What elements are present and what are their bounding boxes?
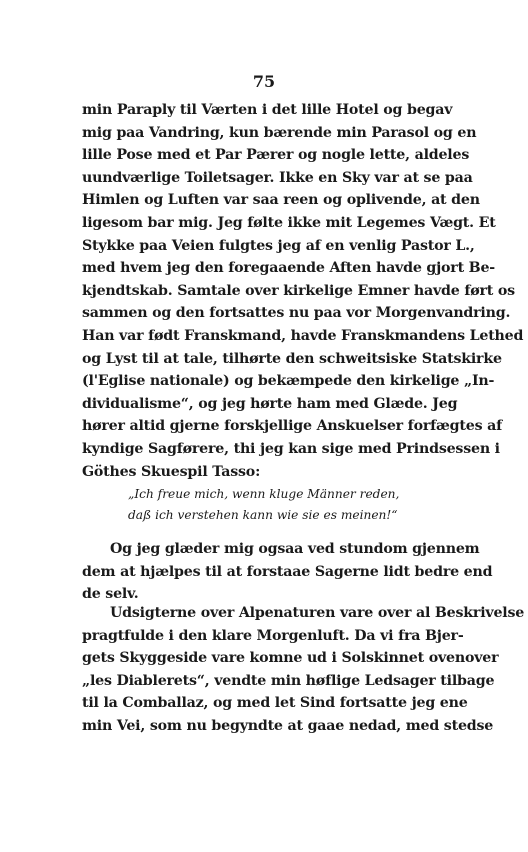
block-quote	[128, 484, 418, 525]
text-line: kyndige Sagførere, thi jeg kan sige med Prindsessen i	[82, 440, 500, 457]
text-line: de selv.	[82, 586, 139, 603]
page-number: 75	[252, 72, 276, 91]
text-line: mig paa Vandring, kun bærende min Parasol og en	[82, 124, 477, 141]
quote-line: daß ich verstehen kann wie sie es meinen!“	[128, 507, 398, 522]
text-line: pragtfulde i den klare Morgenluft. Da vi fra Bjer-	[82, 627, 464, 644]
text-line: min Paraply til Værten i det lille Hotel og begav	[82, 102, 453, 118]
text-line: min Vei, som nu begyndte at gaae nedad, med stedse	[82, 717, 494, 734]
paragraph-3	[82, 602, 525, 738]
text-line: Og jeg glæder mig ogsaa ved stundom gjennem	[110, 541, 480, 557]
text-line: Himlen og Luften var saa reen og oplivende, at den	[82, 192, 480, 209]
text-line: lille Pose med et Par Pærer og nogle lette, aldeles	[82, 147, 470, 164]
paragraph-2	[82, 538, 493, 606]
text-line: til la Comballaz, og med let Sind fortsatte jeg ene	[82, 695, 468, 712]
text-line: ligesom bar mig. Jeg følte ikke mit Legemes Vægt. Et	[82, 214, 496, 231]
quote-line: „Ich freue mich, wenn kluge Männer reden,	[128, 487, 400, 501]
text-line: „les Diablerets“, vendte min høflige Ledsager tilbage	[82, 672, 495, 689]
text-line: uundværlige Toiletsager. Ikke en Sky var at se paa	[82, 169, 473, 186]
text-line: dividualisme“, og jeg hørte ham med Glæde. Jeg	[82, 395, 458, 412]
text-line: gets Skyggeside vare komne ud i Solskinnet ovenover	[82, 650, 499, 667]
text-line: Stykke paa Veien fulgtes jeg af en venlig Pastor L.,	[82, 237, 475, 254]
text-line: dem at hjælpes til at forstaae Sagerne lidt bedre end	[82, 563, 493, 580]
text-line: Udsigterne over Alpenaturen vare over al Beskrivelse	[110, 605, 525, 621]
paragraph-1	[82, 99, 524, 483]
text-line: og Lyst til at tale, tilhørte den schweitsiske Statskirke	[82, 350, 502, 367]
text-line: sammen og den fortsattes nu paa vor Morgenvandring.	[82, 305, 511, 322]
text-line: kjendtskab. Samtale over kirkelige Emner havde ført os	[82, 282, 515, 299]
text-line: med hvem jeg den foregaaende Aften havde gjort Be-	[82, 260, 495, 277]
text-line: hører altid gjerne forskjellige Anskuelser forfægtes af	[82, 418, 502, 435]
text-line: Han var født Franskmand, havde Franskmandens Lethed	[82, 327, 524, 344]
text-line: Göthes Skuespil Tasso:	[82, 463, 261, 480]
text-line: (l'Eglise nationale) og bekæmpede den kirkelige „In-	[82, 373, 495, 390]
